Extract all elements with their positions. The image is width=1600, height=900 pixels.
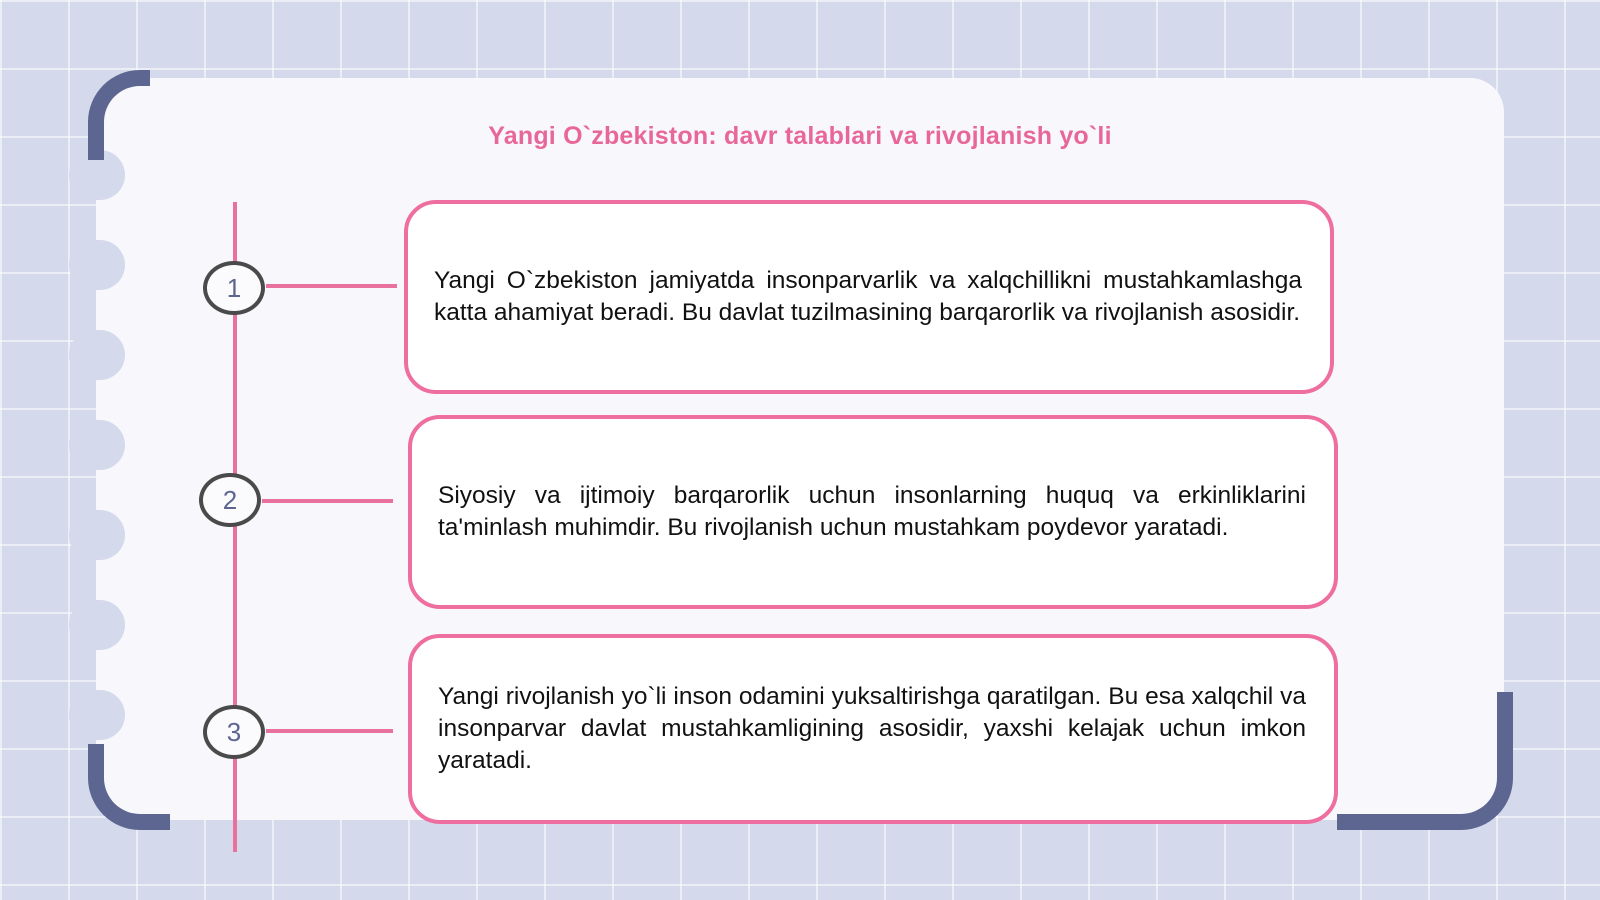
card-text: Yangi rivojlanish yo`li inson odamini yuksaltirishga qaratilgan. Bu esa xalqchil va insonparvar davlat mustahkamligining asosidir, yaxshi kelajak uchun imkon yaratadi. <box>438 683 1306 774</box>
timeline-connector <box>266 729 393 733</box>
notebook-tab <box>69 600 125 650</box>
card-text: Siyosiy va ijtimoiy barqarorlik uchun insonlarning huquq va erkinliklarini ta'minlash muhimdir. Bu rivojlanish uchun mustahkam poydevor yaratadi. <box>438 482 1306 541</box>
card-text: Yangi O`zbekiston jamiyatda insonparvarlik va xalqchillikni mustahkamlashga katta ahamiyat beradi. Bu davlat tuzilmasining barqarorlik va rivojlanish asosidir. <box>434 267 1302 326</box>
timeline-card-1 <box>404 200 1334 394</box>
notebook-tab <box>69 420 125 470</box>
corner-bracket-bottom-left <box>88 744 170 830</box>
timeline-marker-3: 3 <box>203 705 265 759</box>
timeline-marker-2: 2 <box>199 473 261 527</box>
notebook-tab <box>69 240 125 290</box>
timeline-connector <box>266 284 397 288</box>
timeline-card-3 <box>408 634 1338 824</box>
notebook-tab <box>69 330 125 380</box>
notebook-tab <box>69 690 125 740</box>
corner-bracket-bottom-right <box>1337 692 1513 830</box>
notebook-tab <box>69 510 125 560</box>
timeline-connector <box>262 499 393 503</box>
slide-title: Yangi O`zbekiston: davr talablari va rivojlanish yo`li <box>488 122 1112 150</box>
timeline-marker-1: 1 <box>203 261 265 315</box>
timeline-card-2 <box>408 415 1338 609</box>
